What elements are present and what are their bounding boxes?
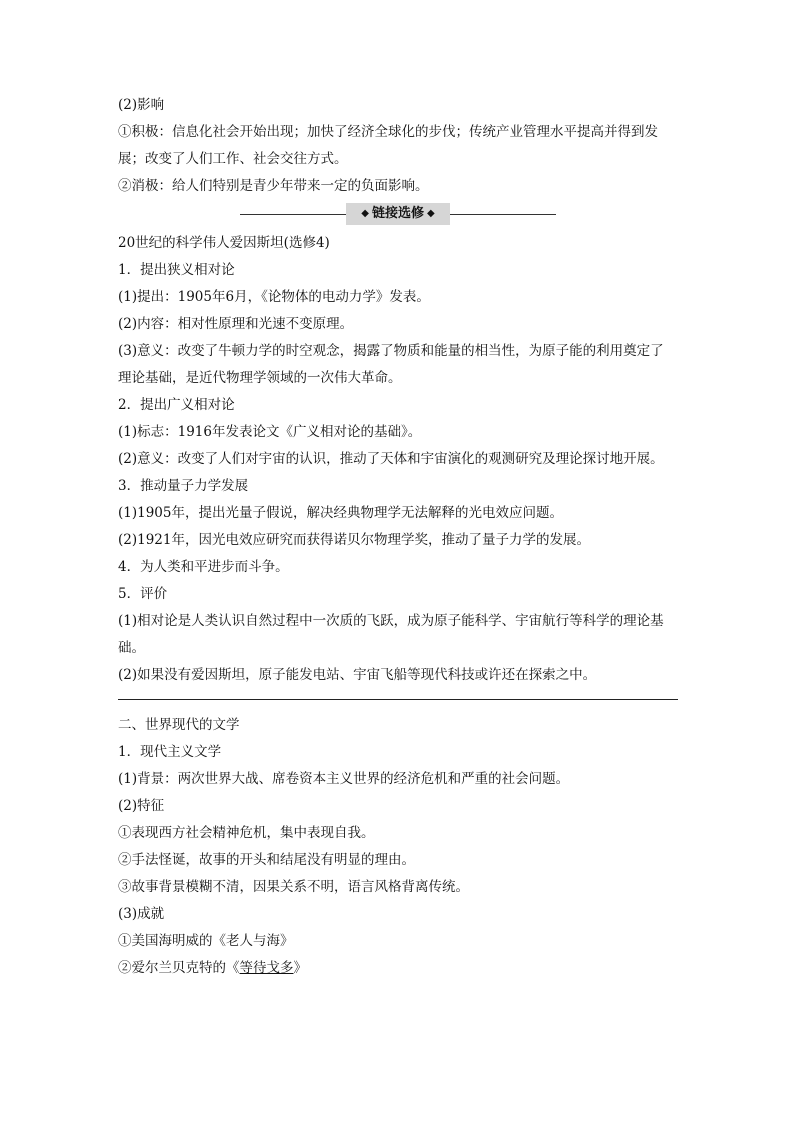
einstein-title: 20世纪的科学伟人爱因斯坦(选修4) [118,235,330,251]
einstein-s3-heading: 3．推动量子力学发展 [118,478,249,494]
einstein-s1-item2: (2)内容：相对性原理和光速不变原理。 [118,316,354,332]
einstein-s2-heading: 2．提出广义相对论 [118,397,235,413]
banner-label-box [346,203,450,225]
einstein-s1-item3-line2: 理论基础，是近代物理学领域的一次伟大革命。 [118,370,402,386]
einstein-s1-item3-line1: (3)意义：改变了牛顿力学的时空观念，揭露了物质和能量的相当性，为原子能的利用奠定了 [118,343,664,359]
literature-feature1: ①表现西方社会精神危机，集中表现自我。 [118,825,375,841]
literature-achievement2 [118,955,678,982]
einstein-s1-heading: 1．提出狭义相对论 [118,262,235,278]
document-page [118,92,678,982]
einstein-s2-item1: (1)标志：1916年发表论文《广义相对论的基础》。 [118,424,422,440]
elective-link-banner [118,200,678,230]
banner-rule-left [240,214,346,215]
einstein-s2-item2: (2)意义：改变了人们对宇宙的认识，推动了天体和宇宙演化的观测研究及理论探讨地开展。 [118,451,664,467]
impact-positive-line2: 展；改变了人们工作、社会交往方式。 [118,151,348,167]
literature-achievements-heading: (3)成就 [118,906,165,922]
impact-positive-line1: ①积极：信息化社会开始出现；加快了经济全球化的步伐；传统产业管理水平提高并得到发 [118,124,658,140]
literature-feature2: ②手法怪诞，故事的开头和结尾没有明显的理由。 [118,852,415,868]
achievement2-suffix: 》 [293,960,307,976]
einstein-s5-heading: 5．评价 [118,586,168,602]
einstein-s3-item2: (2)1921年，因光电效应研究而获得诺贝尔物理学奖，推动了量子力学的发展。 [118,532,590,548]
achievement2-prefix: ②爱尔兰贝克特的《 [118,960,240,976]
impact-heading: (2)影响 [118,97,165,113]
einstein-s5-item1-line2: 础。 [118,640,145,656]
einstein-s3-item1: (1)1905年，提出光量子假说，解决经典物理学无法解释的光电效应问题。 [118,505,563,521]
diamond-icon: ◆ [361,208,369,219]
einstein-s1-item1: (1)提出：1905年6月，《论物体的电动力学》发表。 [118,289,430,305]
einstein-s5-item1-line1: (1)相对论是人类认识自然过程中一次质的飞跃，成为原子能科学、宇宙航行等科学的理论基 [118,613,664,629]
banner-rule-right [450,214,556,215]
impact-negative: ②消极：给人们特别是青少年带来一定的负面影响。 [118,178,429,194]
literature-achievement1: ①美国海明威的《老人与海》 [118,933,294,949]
einstein-s5-item2: (2)如果没有爱因斯坦，原子能发电站、宇宙飞船等现代科技或许还在探索之中。 [118,667,597,683]
diamond-icon: ◆ [427,208,435,219]
literature-background: (1)背景：两次世界大战、席卷资本主义世界的经济危机和严重的社会问题。 [118,771,570,787]
literature-title: 二、世界现代的文学 [118,717,240,733]
literature-s1-heading: 1．现代主义文学 [118,744,222,760]
banner-label: 链接选修 [371,206,424,221]
section-divider [118,699,678,700]
literature-features-heading: (2)特征 [118,798,165,814]
achievement2-title: 等待戈多 [239,960,294,976]
literature-feature3: ③故事背景模糊不清，因果关系不明，语言风格背离传统。 [118,879,469,895]
einstein-s4-heading: 4．为人类和平进步而斗争。 [118,559,289,575]
